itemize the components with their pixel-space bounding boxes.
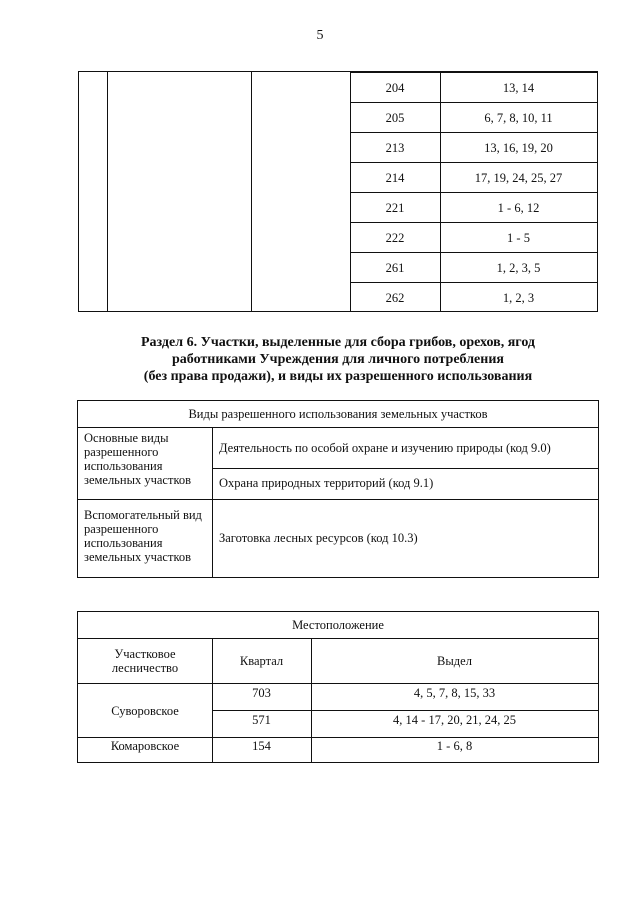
main-use-item: Деятельность по особой охране и изучению природы (код 9.0) [212,428,598,468]
kvartal-cell: 214 [385,170,405,185]
vydel-cell: 1 - 5 [507,230,530,245]
column-header-vydel: Выдел [437,654,472,668]
kvartal-cell: 205 [385,110,405,125]
main-use-label: Основные виды разрешенного использования земельных участков [84,431,192,487]
kvartal-cell: 703 [252,686,271,700]
page-number: 5 [316,28,324,43]
column-header-kvartal: Квартал [239,654,284,668]
table-row [350,192,597,223]
kvartal-cell: 571 [252,713,271,727]
table-row [350,222,597,253]
continuation-table [78,71,598,312]
vydel-cell: 13, 16, 19, 20 [484,140,553,155]
vydel-cell: 1, 2, 3 [502,290,535,305]
vydel-cell: 4, 14 - 17, 20, 21, 24, 25 [393,713,516,727]
table-row [350,132,597,163]
kvartal-cell: 262 [385,290,405,305]
kvartal-cell: 261 [385,260,405,275]
table-row [350,162,597,193]
section-title-line: Раздел 6. Участки, выделенные для сбора грибов, орехов, ягод [141,335,535,350]
section-title-line: (без права продажи), и виды их разрешенного использования [143,369,533,384]
land-use-header: Виды разрешенного использования земельных участков [78,401,598,428]
vydel-cell: 1, 2, 3, 5 [496,260,541,275]
aux-use-label: Вспомогательный вид разрешенного использования земельных участков [84,508,202,564]
kvartal-cell: 154 [252,739,271,753]
table-row [350,102,597,133]
table-row [350,282,597,313]
kvartal-cell: 222 [385,230,405,245]
kvartal-cell: 213 [385,140,405,155]
table-row [350,72,597,103]
kvartal-cell: 221 [385,200,405,215]
vydel-cell: 6, 7, 8, 10, 11 [484,110,553,125]
section-title [78,334,598,385]
table-row [350,252,597,283]
vydel-cell: 13, 14 [502,80,535,95]
vydel-cell: 1 - 6, 8 [436,739,473,753]
vydel-cell: 17, 19, 24, 25, 27 [474,170,563,185]
forestry-cell: Комаровское [110,739,180,753]
vydel-cell: 1 - 6, 12 [497,200,540,215]
column-header-forestry: Участковое лесничество [111,647,179,675]
aux-use-item: Заготовка лесных ресурсов (код 10.3) [212,499,598,577]
vydel-cell: 4, 5, 7, 8, 15, 33 [413,686,496,700]
location-table [77,611,599,763]
forestry-cell: Суворовское [111,704,179,718]
location-header: Местоположение [292,618,384,632]
land-use-table [77,400,599,578]
main-use-item: Охрана природных территорий (код 9.1) [212,468,598,499]
kvartal-cell: 204 [385,80,405,95]
section-title-line: работниками Учреждения для личного потребления [172,352,504,367]
